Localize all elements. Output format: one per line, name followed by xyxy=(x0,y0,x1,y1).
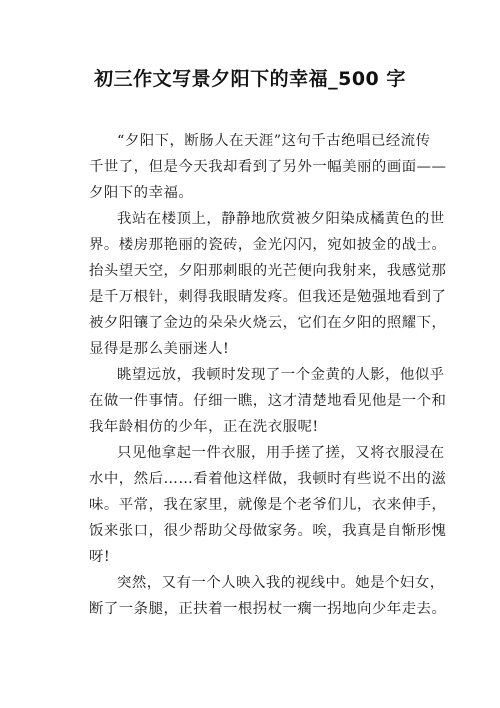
body-line: 千世了，但是今天我却看到了另外一幅美丽的画面—— xyxy=(89,159,447,175)
body-line: 在做一件事情。仔细一瞧，这才清楚地看见他是一个和 xyxy=(89,393,447,409)
body-line: “夕阳下，断肠人在天涯”这句千古绝唱已经流传 xyxy=(117,133,431,149)
body-line: 味。平常，我在家里，就像是个老爷们儿，衣来伸手， xyxy=(89,497,447,513)
body-line: 断了一条腿，正扶着一根拐杖一瘸一拐地向少年走去。 xyxy=(89,601,447,617)
body-line: 突然，又有一个人映入我的视线中。她是个妇女， xyxy=(117,575,445,591)
body-line: 显得是那么美丽迷人! xyxy=(89,341,230,357)
body-line: 抬头望天空，夕阳那刺眼的光芒便向我射来，我感觉那 xyxy=(89,263,447,279)
body-line: 被夕阳镶了金边的朵朵火烧云，它们在夕阳的照耀下， xyxy=(89,315,447,331)
body-line: 是千万根针，刺得我眼睛发疼。但我还是勉强地看到了 xyxy=(89,289,447,305)
body-line: 我年龄相仿的少年，正在洗衣服呢! xyxy=(89,419,319,435)
body-line: 我站在楼顶上，静静地欣赏被夕阳染成橘黄色的世 xyxy=(117,211,445,227)
body-line: 呀! xyxy=(89,549,111,565)
body-line: 饭来张口，很少帮助父母做家务。唉，我真是自惭形愧 xyxy=(89,523,447,539)
body-line: 眺望远放，我顿时发现了一个金黄的人影，他似乎 xyxy=(117,367,445,383)
body-line: 夕阳下的幸福。 xyxy=(89,185,194,201)
body-line: 只见他拿起一件衣服，用手搓了搓，又将衣服浸在 xyxy=(117,445,445,461)
body-line: 界。楼房那艳丽的瓷砖，金光闪闪，宛如披金的战士。 xyxy=(89,237,447,253)
document-body xyxy=(89,128,447,622)
document-title: 初三作文写景夕阳下的幸福_500 字 xyxy=(94,68,406,90)
body-line: 水中，然后……看着他这样做，我顿时有些说不出的滋 xyxy=(89,471,447,487)
